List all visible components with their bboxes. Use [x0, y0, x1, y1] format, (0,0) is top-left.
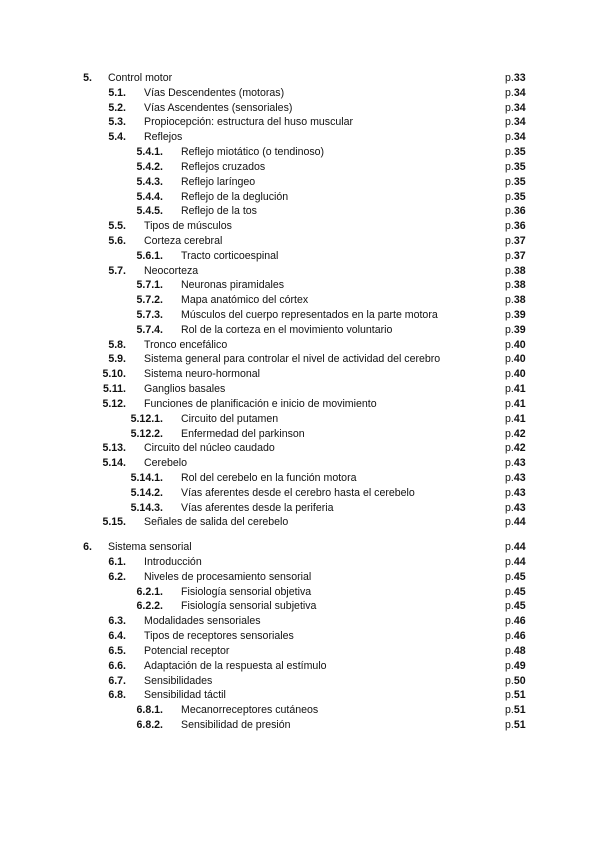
- toc-entry-number: 5.4.5.: [136, 205, 163, 218]
- toc-entry[interactable]: [0, 570, 600, 585]
- toc-entry[interactable]: [0, 86, 600, 101]
- toc-entry-title: Niveles de procesamiento sensorial: [144, 570, 312, 583]
- toc-entry-page: [505, 540, 526, 555]
- page-prefix: p.: [505, 689, 514, 702]
- page-prefix: p.: [505, 249, 514, 262]
- toc-entry[interactable]: [0, 629, 600, 644]
- toc-entry-page: [505, 130, 526, 145]
- toc-entry[interactable]: [0, 160, 600, 175]
- page-number: 39: [513, 323, 526, 336]
- page-number: 37: [513, 249, 526, 262]
- page-prefix: p.: [505, 541, 514, 554]
- toc-entry-page: [505, 718, 526, 733]
- toc-entry-title: Control motor: [108, 72, 173, 84]
- page-number: 43: [513, 471, 526, 484]
- toc-entry-title: Adaptación de la respuesta al estímulo: [144, 659, 327, 672]
- page-number: 42: [513, 442, 526, 455]
- page-number: 34: [513, 116, 526, 129]
- toc-entry-number: 6.8.: [108, 689, 126, 702]
- page-prefix: p.: [505, 86, 514, 99]
- toc-entry-number: 5.2.: [108, 101, 126, 114]
- toc-entry-title: Señales de salida del cerebelo: [144, 516, 289, 529]
- page-prefix: p.: [505, 309, 514, 321]
- page-number: 38: [513, 279, 526, 292]
- toc-entry-page: [505, 145, 526, 160]
- page-number: 41: [513, 397, 526, 410]
- toc-entry[interactable]: [0, 585, 600, 600]
- page-number: 40: [513, 353, 526, 366]
- page-prefix: p.: [505, 234, 514, 247]
- toc-entry-title: Enfermedad del parkinson: [181, 427, 305, 440]
- page-number: 41: [513, 383, 526, 396]
- toc-entry-page: [505, 249, 526, 264]
- toc-entry-title: Mecanorreceptores cutáneos: [181, 704, 319, 717]
- toc-entry-title: Corteza cerebral: [144, 234, 223, 247]
- toc-entry[interactable]: [0, 71, 600, 86]
- toc-entry-page: [505, 585, 526, 600]
- toc-entry-number: 5.4.4.: [136, 190, 163, 203]
- toc-entry[interactable]: [0, 674, 600, 689]
- page-number: 36: [513, 220, 526, 233]
- page-number: 43: [513, 501, 526, 514]
- toc-entry[interactable]: [0, 644, 600, 659]
- toc-entry[interactable]: [0, 441, 600, 456]
- toc-entry-page: [505, 264, 526, 279]
- toc-entry-number: 5.4.2.: [136, 160, 163, 173]
- page-prefix: p.: [505, 131, 514, 144]
- toc-entry-number: 5.14.2.: [130, 486, 163, 499]
- toc-entry-title: Rol de la corteza en el movimiento voluntario: [181, 323, 393, 336]
- toc-entry-title: Sensibilidades: [144, 674, 213, 687]
- page-number: 38: [513, 294, 526, 307]
- toc-entry-title: Potencial receptor: [144, 644, 230, 657]
- toc-entry[interactable]: [0, 515, 600, 530]
- page-prefix: p.: [505, 383, 514, 396]
- page-prefix: p.: [505, 427, 514, 440]
- page-prefix: p.: [505, 704, 514, 717]
- toc-entry-number: 6.7.: [108, 674, 126, 687]
- toc-entry[interactable]: [0, 688, 600, 703]
- page-number: 36: [513, 205, 526, 218]
- page-prefix: p.: [505, 718, 514, 731]
- toc-entry[interactable]: [0, 338, 600, 353]
- page-number: 45: [513, 570, 526, 583]
- toc-entry[interactable]: [0, 130, 600, 145]
- page-prefix: p.: [505, 397, 514, 410]
- page-number: 49: [513, 659, 526, 672]
- toc-entry-number: 5.12.2.: [130, 427, 163, 440]
- page-prefix: p.: [505, 457, 514, 470]
- toc-entry[interactable]: [0, 397, 600, 412]
- toc-entry-page: [505, 352, 526, 367]
- toc-entry-number: 5.12.1.: [130, 412, 163, 425]
- page-number: 40: [513, 338, 526, 351]
- toc-entry-number: 5.10.: [102, 368, 126, 381]
- toc-entry[interactable]: [0, 659, 600, 674]
- toc-entry-page: [505, 234, 526, 249]
- toc-entry-title: Ganglios basales: [144, 383, 226, 396]
- page-prefix: p.: [505, 146, 514, 159]
- page-prefix: p.: [505, 279, 514, 292]
- toc-entry-number: 5.7.: [108, 264, 126, 277]
- toc-entry-number: 5.5.: [108, 220, 126, 233]
- toc-entry-page: [505, 688, 526, 703]
- toc-entry-page: [505, 308, 526, 323]
- toc-entry-number: 6.8.1.: [136, 704, 163, 717]
- page-prefix: p.: [505, 175, 514, 188]
- toc-entry-number: 5.6.1.: [136, 249, 163, 262]
- page-number: 45: [513, 585, 526, 598]
- toc-entry-page: [505, 427, 526, 442]
- page-prefix: p.: [505, 600, 514, 613]
- toc-entry-number: 5.9.: [108, 353, 126, 366]
- toc-entry[interactable]: [0, 308, 600, 323]
- page-prefix: p.: [505, 353, 514, 366]
- toc-entry-number: 6.4.: [108, 630, 126, 643]
- toc-entry[interactable]: [0, 264, 600, 279]
- page-number: 44: [513, 541, 526, 554]
- toc-entry-number: 5.12.: [102, 397, 126, 410]
- page-prefix: p.: [505, 556, 514, 568]
- toc-entry-number: 5.3.: [108, 116, 126, 129]
- toc-entry-number: 5.1.: [108, 86, 126, 99]
- page-number: 45: [513, 600, 526, 613]
- toc-entry-page: [505, 323, 526, 338]
- toc-entry[interactable]: [0, 190, 600, 205]
- page-prefix: p.: [505, 116, 514, 129]
- page-number: 35: [513, 190, 526, 203]
- toc-entry[interactable]: [0, 382, 600, 397]
- toc-entry-page: [505, 599, 526, 614]
- toc-entry-page: [505, 190, 526, 205]
- page-number: 46: [513, 630, 526, 643]
- page-prefix: p.: [505, 486, 514, 499]
- toc-entry-title: Tracto corticoespinal: [181, 249, 279, 262]
- toc-entry-page: [505, 175, 526, 190]
- page-number: 46: [513, 615, 526, 628]
- page-prefix: p.: [505, 659, 514, 672]
- page-prefix: p.: [505, 338, 514, 351]
- toc-entry-number: 5.4.1.: [136, 146, 163, 159]
- toc-entry-title: Reflejo de la deglución: [181, 190, 289, 203]
- toc-entry[interactable]: [0, 614, 600, 629]
- toc-entry-title: Sistema sensorial: [108, 541, 192, 554]
- toc-entry-page: [505, 115, 526, 130]
- toc-entry-title: Músculos del cuerpo representados en la parte motora: [181, 309, 438, 321]
- toc-entry-title: Reflejo de la tos: [181, 205, 257, 218]
- toc-entry-page: [505, 674, 526, 689]
- page-prefix: p.: [505, 323, 514, 336]
- toc-entry-title: Reflejo laríngeo: [181, 175, 256, 188]
- toc-entry[interactable]: [0, 234, 600, 249]
- toc-entry[interactable]: [0, 599, 600, 614]
- toc-entry[interactable]: [0, 540, 600, 555]
- toc-entry[interactable]: [0, 175, 600, 190]
- toc-entry-number: 6.5.: [108, 644, 126, 657]
- toc-entry-page: [505, 278, 526, 293]
- toc-entry[interactable]: [0, 486, 600, 501]
- toc-entry-page: [505, 471, 526, 486]
- toc-entry-number: 6.6.: [108, 659, 126, 672]
- toc-entry-title: Circuito del núcleo caudado: [144, 442, 275, 455]
- page-number: 40: [513, 368, 526, 381]
- toc-entry-number: 5.15.: [102, 516, 126, 529]
- page-prefix: p.: [505, 72, 514, 84]
- toc-entry[interactable]: [0, 555, 600, 570]
- toc-entry-number: 5.: [83, 72, 92, 84]
- toc-entry-page: [505, 412, 526, 427]
- page-prefix: p.: [505, 264, 514, 277]
- toc-entry-page: [505, 71, 526, 86]
- page-prefix: p.: [505, 205, 514, 218]
- toc-entry-title: Fisiología sensorial subjetiva: [181, 600, 317, 613]
- toc-entry-number: 5.11.: [103, 383, 126, 396]
- toc-entry[interactable]: [0, 293, 600, 308]
- page-number: 51: [513, 718, 526, 731]
- toc-entry[interactable]: [0, 471, 600, 486]
- toc-entry-number: 5.7.2.: [136, 294, 163, 307]
- toc-entry-page: [505, 382, 526, 397]
- toc-entry[interactable]: [0, 367, 600, 382]
- toc-entry-page: [505, 86, 526, 101]
- page-prefix: p.: [505, 368, 514, 381]
- page-number: 43: [513, 486, 526, 499]
- toc-entry-title: Sensibilidad de presión: [181, 718, 291, 731]
- toc-entry[interactable]: [0, 718, 600, 733]
- toc-entry-page: [505, 703, 526, 718]
- toc-entry-title: Sensibilidad táctil: [144, 689, 226, 702]
- toc-entry-title: Circuito del putamen: [181, 412, 279, 425]
- toc-entry-number: 5.7.1.: [136, 279, 163, 292]
- page-prefix: p.: [505, 501, 514, 514]
- page-number: 43: [513, 457, 526, 470]
- toc-entry-title: Tronco encefálico: [144, 338, 228, 351]
- toc-entry-title: Vías Ascendentes (sensoriales): [144, 101, 293, 114]
- page-number: 33: [513, 72, 526, 84]
- page-number: 42: [513, 427, 526, 440]
- page-prefix: p.: [505, 471, 514, 484]
- toc-entry[interactable]: [0, 352, 600, 367]
- toc-entry-number: 6.2.1.: [136, 585, 163, 598]
- toc-entry-title: Reflejos: [144, 131, 183, 144]
- toc-entry-page: [505, 501, 526, 516]
- page-number: 39: [513, 309, 526, 321]
- toc-entry-number: 5.4.3.: [136, 175, 163, 188]
- toc-entry-title: Reflejos cruzados: [181, 160, 266, 173]
- section-gap: [0, 530, 600, 540]
- toc-entry-number: 5.7.3.: [136, 309, 163, 321]
- page-number: 34: [513, 131, 526, 144]
- page-number: 41: [513, 412, 526, 425]
- toc-entry[interactable]: [0, 101, 600, 116]
- page-prefix: p.: [505, 516, 514, 529]
- toc-entry-page: [505, 456, 526, 471]
- page-number: 35: [513, 175, 526, 188]
- toc-entry-title: Vías Descendentes (motoras): [144, 86, 285, 99]
- toc-entry-page: [505, 515, 526, 530]
- page-prefix: p.: [505, 101, 514, 114]
- page-prefix: p.: [505, 615, 514, 628]
- toc-entry-number: 5.4.: [108, 131, 126, 144]
- toc-entry-page: [505, 614, 526, 629]
- page-prefix: p.: [505, 674, 514, 687]
- toc-entry[interactable]: [0, 204, 600, 219]
- toc-entry-title: Tipos de músculos: [144, 220, 232, 233]
- toc-entry[interactable]: [0, 703, 600, 718]
- toc-entry-number: 5.6.: [108, 234, 126, 247]
- toc-entry-page: [505, 219, 526, 234]
- toc-entry-title: Modalidades sensoriales: [144, 615, 261, 628]
- toc-entry-title: Tipos de receptores sensoriales: [144, 630, 294, 643]
- toc-entry-number: 6.8.2.: [136, 718, 163, 731]
- toc-entry-number: 6.3.: [108, 615, 126, 628]
- page-number: 35: [513, 146, 526, 159]
- page-number: 34: [513, 101, 526, 114]
- toc-entry-number: 5.8.: [108, 338, 126, 351]
- page-prefix: p.: [505, 585, 514, 598]
- toc-entry-page: [505, 160, 526, 175]
- page-number: 38: [513, 264, 526, 277]
- page-number: 48: [513, 644, 526, 657]
- page-number: 35: [513, 160, 526, 173]
- toc-entry-page: [505, 629, 526, 644]
- toc-entry-title: Neuronas piramidales: [181, 279, 285, 292]
- toc-entry-number: 5.13.: [102, 442, 126, 455]
- toc-entry[interactable]: [0, 145, 600, 160]
- page-prefix: p.: [505, 630, 514, 643]
- page-number: 34: [513, 86, 526, 99]
- toc-entry-title: Sistema neuro-hormonal: [144, 368, 260, 381]
- toc-entry-page: [505, 441, 526, 456]
- toc-entry-number: 6.2.2.: [136, 600, 163, 613]
- toc-entry[interactable]: [0, 501, 600, 516]
- toc-entry-page: [505, 367, 526, 382]
- page-prefix: p.: [505, 220, 514, 233]
- toc-entry-page: [505, 486, 526, 501]
- toc-entry[interactable]: [0, 249, 600, 264]
- toc-entry-number: 5.14.3.: [130, 501, 163, 514]
- toc-entry-page: [505, 555, 526, 570]
- toc-entry-title: Cerebelo: [144, 457, 187, 470]
- page-number: 50: [513, 674, 526, 687]
- toc-entry-number: 5.14.1.: [130, 471, 163, 484]
- toc-entry-title: Propiocepción: estructura del huso muscular: [144, 116, 354, 129]
- toc-entry[interactable]: [0, 278, 600, 293]
- toc-entry-page: [505, 293, 526, 308]
- toc-entry[interactable]: [0, 427, 600, 442]
- page-number: 51: [513, 704, 526, 717]
- toc-entry-page: [505, 644, 526, 659]
- page-number: 44: [513, 556, 526, 568]
- page-prefix: p.: [505, 442, 514, 455]
- toc-entry[interactable]: [0, 115, 600, 130]
- toc-entry-title: Funciones de planificación e inicio de movimiento: [144, 397, 377, 410]
- page-prefix: p.: [505, 190, 514, 203]
- toc-entry-number: 6.2.: [108, 570, 126, 583]
- toc-entry-title: Fisiología sensorial objetiva: [181, 585, 312, 598]
- page-prefix: p.: [505, 160, 514, 173]
- toc-entry-title: Vías aferentes desde la periferia: [181, 501, 334, 514]
- table-of-contents: [0, 71, 600, 733]
- toc-entry-number: 5.7.4.: [136, 323, 163, 336]
- toc-entry-page: [505, 570, 526, 585]
- toc-entry-title: Rol del cerebelo en la función motora: [181, 471, 357, 484]
- page-number: 44: [513, 516, 526, 529]
- toc-entry-number: 5.14.: [102, 457, 126, 470]
- page-prefix: p.: [505, 412, 514, 425]
- page-prefix: p.: [505, 570, 514, 583]
- toc-entry[interactable]: [0, 412, 600, 427]
- toc-entry-page: [505, 101, 526, 116]
- toc-entry-title: Introducción: [144, 556, 202, 568]
- toc-entry-number: 6.1.: [108, 556, 126, 568]
- toc-entry[interactable]: [0, 456, 600, 471]
- toc-entry-page: [505, 204, 526, 219]
- toc-entry-page: [505, 338, 526, 353]
- page-number: 51: [513, 689, 526, 702]
- page-prefix: p.: [505, 644, 514, 657]
- toc-entry-page: [505, 659, 526, 674]
- page-number: 37: [513, 234, 526, 247]
- toc-entry-title: Mapa anatómico del córtex: [181, 294, 309, 307]
- toc-entry-page: [505, 397, 526, 412]
- toc-entry-title: Sistema general para controlar el nivel de actividad del cerebro: [144, 353, 441, 366]
- page-prefix: p.: [505, 294, 514, 307]
- toc-entry-title: Vías aferentes desde el cerebro hasta el cerebelo: [181, 486, 415, 499]
- toc-entry-number: 6.: [83, 541, 92, 554]
- toc-entry-title: Reflejo miotático (o tendinoso): [181, 146, 325, 159]
- toc-entry[interactable]: [0, 219, 600, 234]
- toc-entry[interactable]: [0, 323, 600, 338]
- toc-entry-title: Neocorteza: [144, 264, 199, 277]
